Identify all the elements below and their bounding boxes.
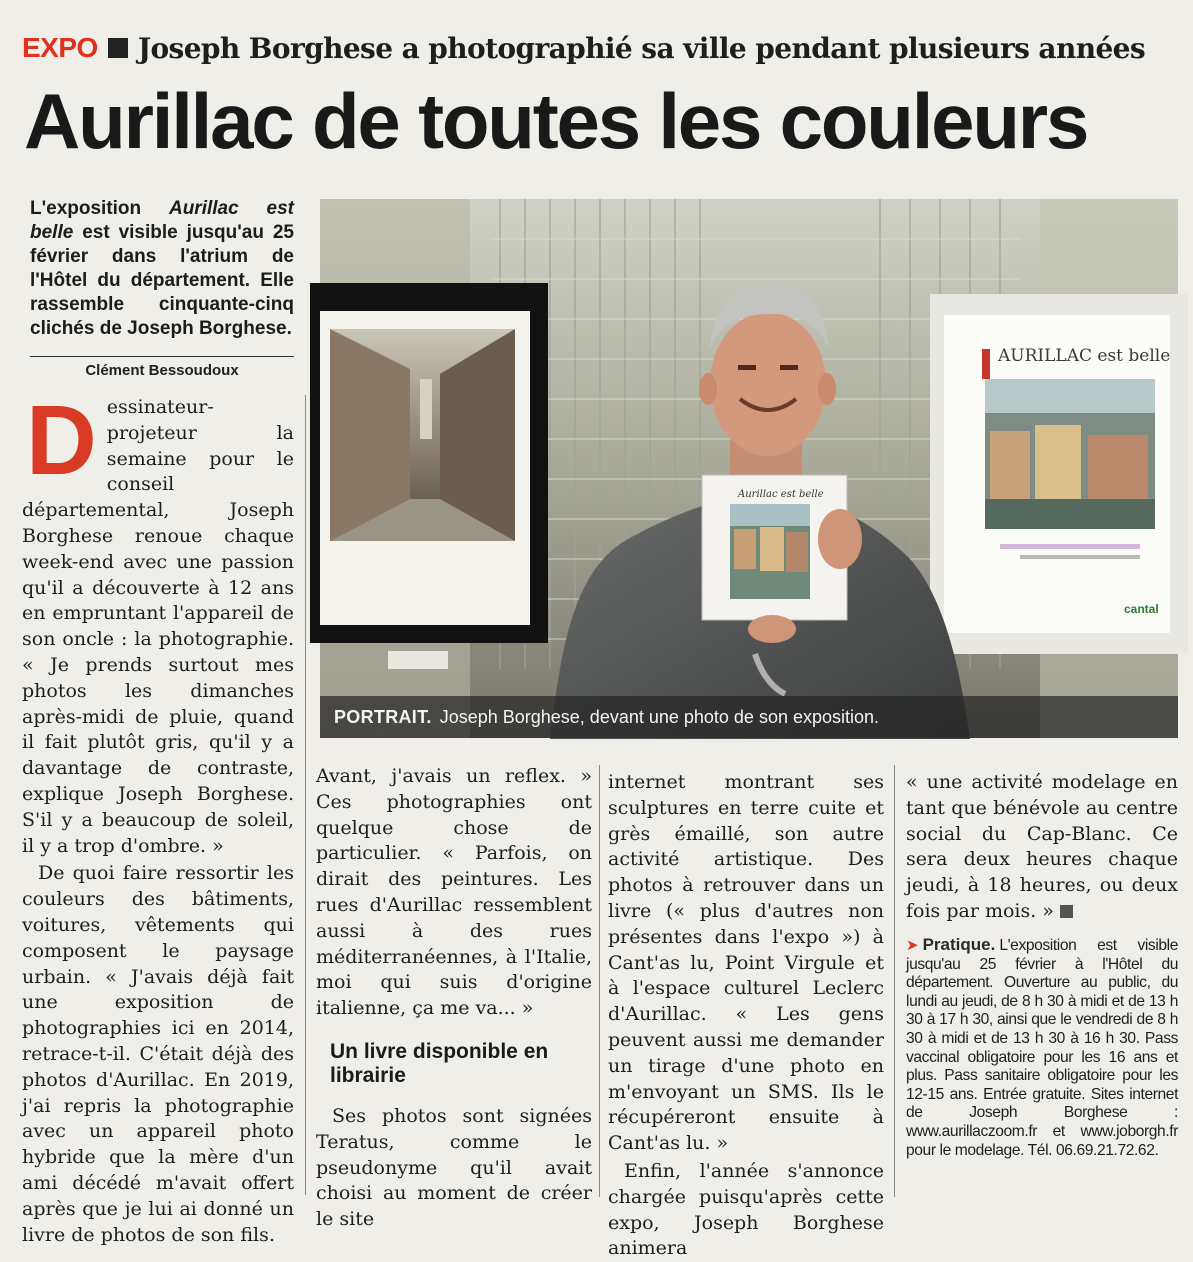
chapeau-italic-title: Aurillac est belle — [30, 198, 294, 243]
dropcap: D — [26, 385, 97, 495]
byline: Clément Bessoudoux — [85, 362, 239, 379]
rubric-label: EXPO — [22, 32, 98, 63]
chapeau-pre: L'exposition — [30, 198, 169, 219]
headline: Aurillac de toutes les couleurs — [24, 77, 1088, 165]
poster-logo: cantal — [1124, 602, 1159, 616]
kicker-square-icon — [108, 38, 128, 58]
paragraph-text: essinateur-projeteur la semaine pour le conseil départemental, Joseph Borghese renoue chaque week-end avec une passion qu'il a découverte à 12 ans en empruntant l'appareil de son oncle : la photographie. « Je prends surtout mes photos les dimanches après-midi de pluie, quand il fait plutôt gris, qu'il y a davantage de contraste, explique Joseph Borghese. S'il y a beaucoup de soleil, il y a trop d'ombre. » — [22, 396, 294, 857]
article-photo — [320, 199, 1178, 738]
paragraph — [22, 385, 294, 859]
paragraph: Enfin, l'année s'annonce chargée puisqu'après cette expo, Joseph Borghese animera — [608, 1159, 884, 1260]
byline-rule — [30, 356, 294, 357]
chapeau — [30, 197, 294, 341]
paragraph: internet montrant ses sculptures en terre cuite et grès émaillé, son autre activité artistique. Des photos à retrouver dans un livre (« plus d'autres non présentes dans l'expo ») à Cant'as lu, Point Virgule et à l'espace culturel Leclerc d'Aurillac. « Les gens peuvent aussi me demander un tirage d'une photo en m'envoyant un SMS. Ils le récupéreront ensuite à Cant'as lu. » — [608, 771, 884, 1155]
photo-illustration — [320, 199, 1178, 738]
column-rule — [894, 765, 895, 1197]
caption-label: PORTRAIT. — [334, 706, 432, 727]
paragraph: De quoi faire ressortir les couleurs des bâtiments, voitures, vêtements qui composent le paysage urbain. « J'avais déjà fait une exposition de photographies ici en 2014, retrace-t-il. C'était déjà des photos d'Aurillac. En 2019, j'ai repris la photographie avec un appareil photo hybride que la mère d'un ami décédé m'avait offert après que je lui ai donné un livre de photos de son fils. — [22, 862, 294, 1246]
chapeau-post: est visible jusqu'au 25 février dans l'atrium de l'Hôtel du département. Elle rassemble cinquante-cinq clichés de Joseph Borghese. — [30, 222, 294, 339]
poster-title: AURILLAC est belle — [998, 346, 1171, 366]
kicker — [22, 28, 1145, 68]
article-column-3 — [608, 770, 884, 1260]
end-square-icon — [1060, 905, 1073, 918]
paragraph: Ses photos sont signées Teratus, comme le pseudonyme qu'il avait choisi au moment de créer le site — [316, 1104, 592, 1231]
pratique-box — [906, 936, 1178, 1160]
arrow-right-icon: ➤ — [906, 937, 919, 954]
paragraph — [906, 770, 1178, 925]
pratique-text: L'exposition est visible jusqu'au 25 février à l'Hôtel du département. Ouverture au public, du lundi au jeudi, de 8 h 30 à midi et de 13 h 30 à 17 h 30, ainsi que le vendredi de 8 h 30 à midi et de 13 h 30 à 16 h 30. Pass vaccinal obligatoire pour les 16 ans et plus. Pass sanitaire obligatoire pour les 12-15 ans. Entrée gratuite. Sites internet de Joseph Borghese : www.aurillaczoom.fr et www.joborgh.fr pour le modelage. Tél. 06.69.21.72.62. — [906, 937, 1178, 1159]
paragraph-text: « une activité modelage en tant que bénévole au centre social du Cap-Blanc. Ce sera deux heures chaque jeudi, à 18 heures, ou deux fois par mois. » — [906, 771, 1178, 922]
article-column-1 — [22, 385, 294, 1246]
pratique-label: Pratique. — [922, 935, 996, 954]
intertitle: Un livre disponible en librairie — [330, 1039, 549, 1087]
column-rule — [599, 765, 600, 1197]
article-column-4 — [906, 770, 1178, 920]
kicker-subtitle: Joseph Borghese a photographié sa ville pendant plusieurs années — [137, 31, 1146, 65]
article-column-2 — [316, 764, 592, 1231]
paragraph: Avant, j'avais un reflex. » Ces photographies ont quelque chose de particulier. « Parfois, on dirait des peintures. Les rues d'Aurillac ressemblent aussi à des rues méditerranéennes, à l'Italie, moi qui suis d'origine italienne, ça me va... » — [316, 765, 592, 1020]
photo-caption — [320, 696, 1178, 738]
book-title: Aurillac est belle — [738, 489, 824, 500]
caption-text: Joseph Borghese, devant une photo de son exposition. — [439, 706, 880, 727]
column-rule — [305, 395, 306, 1195]
